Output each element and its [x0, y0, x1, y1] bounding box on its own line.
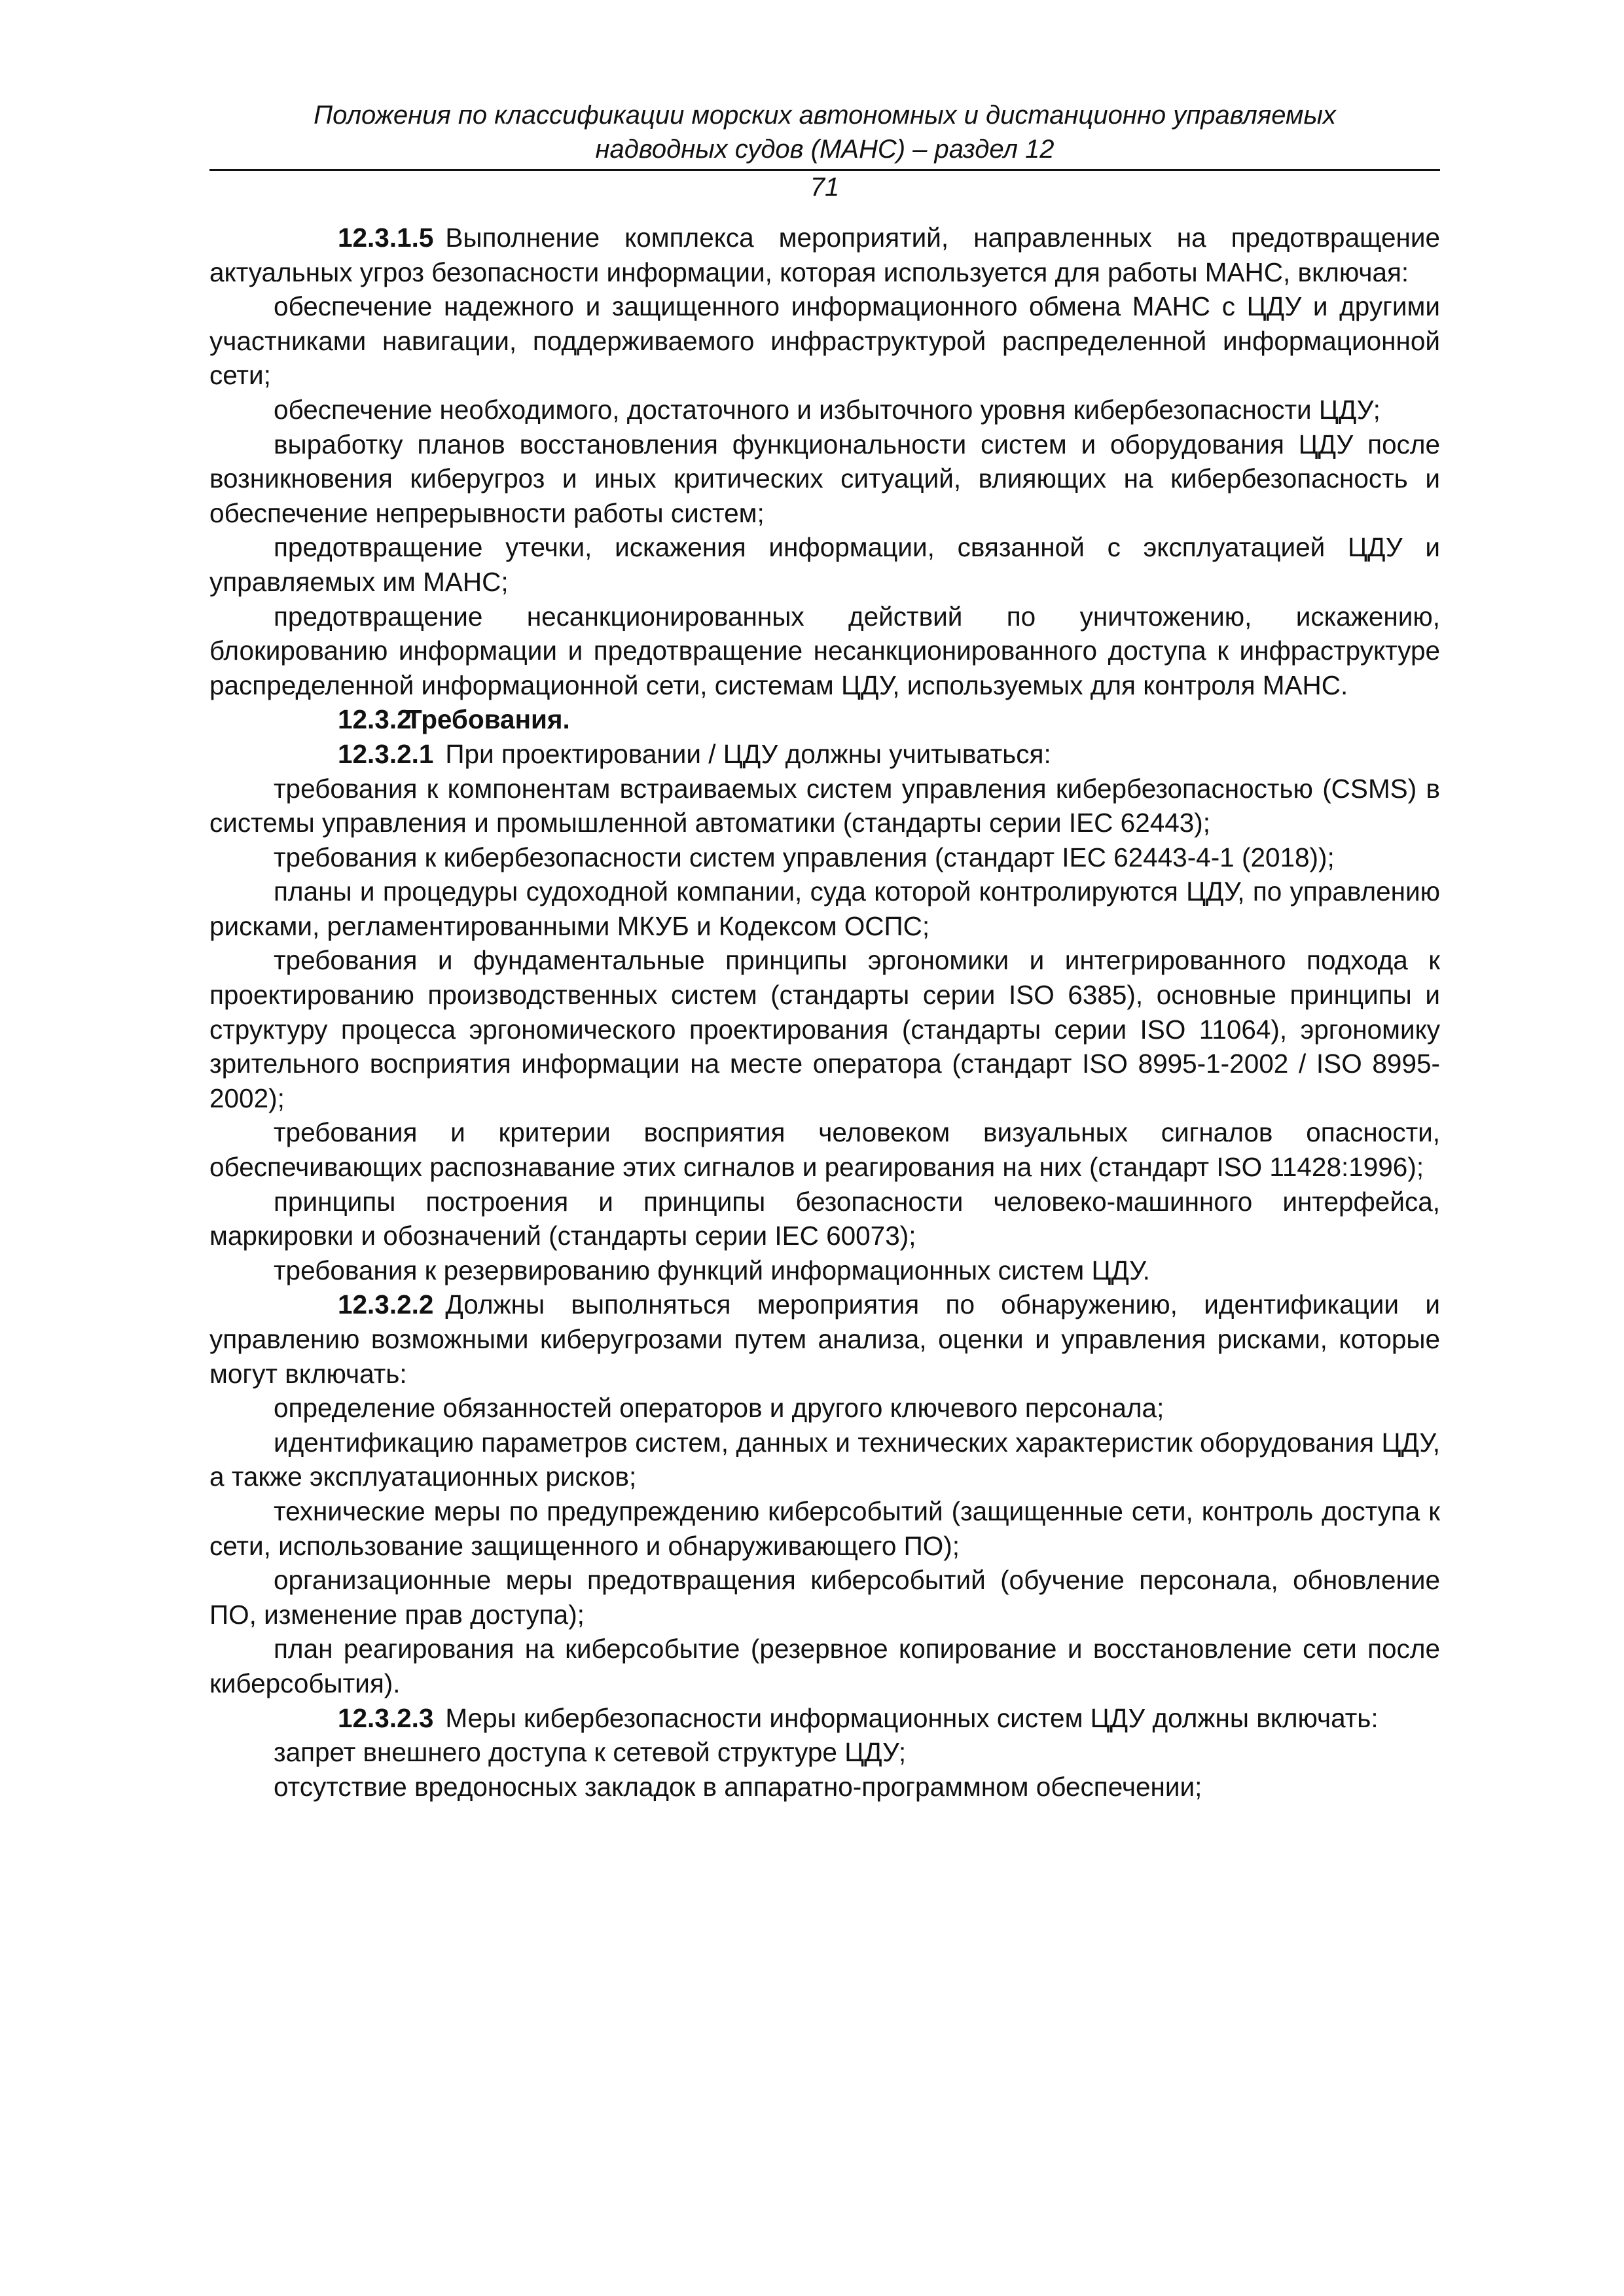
paragraph-text: выработку планов восстановления функциональности систем и оборудования ЦДУ после возникновения киберугроз и иных критических ситуаций, влияющих на кибербезопасность и обеспечение непрерывности работы систем; — [209, 429, 1440, 528]
paragraph — [209, 772, 1440, 840]
paragraph-text: организационные меры предотвращения киберсобытий (обучение персонала, обновление ПО, изменение прав доступа); — [209, 1565, 1440, 1630]
paragraph-text: идентификацию параметров систем, данных и технических характеристик оборудования ЦДУ, а также эксплуатационных рисков; — [209, 1427, 1440, 1492]
paragraph-text: определение обязанностей операторов и другого ключевого персонала; — [274, 1393, 1164, 1424]
paragraph-text: планы и процедуры судоходной компании, суда которой контролируются ЦДУ, по управлению рисками, регламентированными МКУБ и Кодексом ОСПС; — [209, 876, 1440, 941]
paragraph-text: предотвращение несанкционированных действий по уничтожению, искажению, блокированию информации и предотвращение несанкционированного доступа к инфраструктуре распределенной информационной сети, системам ЦДУ, используемых для контроля МАНС. — [209, 601, 1440, 700]
paragraph-text: требования и критерии восприятия человеком визуальных сигналов опасности, обеспечивающих распознавание этих сигналов и реагирования на них (стандарт ISO 11428:1996); — [209, 1117, 1440, 1183]
section-title: Требования. — [406, 704, 570, 735]
paragraph — [209, 1185, 1440, 1253]
paragraph-text: обеспечение надежного и защищенного информационного обмена МАНС с ЦДУ и другими участниками навигации, поддерживаемого инфраструктурой распределенной информационной сети; — [209, 291, 1440, 391]
paragraph — [209, 1115, 1440, 1184]
paragraph — [209, 600, 1440, 703]
paragraph — [209, 427, 1440, 531]
paragraph-text: технические меры по предупреждению киберсобытий (защищенные сети, контроль доступа к сети, использование защищенного и обнаруживающего ПО); — [209, 1496, 1440, 1561]
paragraph — [209, 737, 1440, 772]
paragraph-text: предотвращение утечки, искажения информации, связанной с эксплуатацией ЦДУ и управляемых им МАНС; — [209, 532, 1440, 597]
paragraph-text: Выполнение комплекса мероприятий, направленных на предотвращение актуальных угроз безопасности информации, которая используется для работы МАНС, включая: — [209, 223, 1440, 287]
paragraph — [209, 1632, 1440, 1700]
header-line-2: надводных судов (МАНС) – раздел 12 — [595, 135, 1055, 164]
paragraph — [209, 1735, 1440, 1770]
paragraph — [209, 1563, 1440, 1632]
paragraph — [209, 221, 1440, 289]
paragraph — [209, 1701, 1440, 1736]
paragraph — [209, 393, 1440, 427]
paragraph — [209, 1391, 1440, 1426]
paragraph — [209, 874, 1440, 943]
header-line-1: Положения по классификации морских автономных и дистанционно управляемых — [314, 101, 1336, 130]
page-number: 71 — [810, 173, 840, 202]
document-body — [209, 221, 1440, 1804]
paragraph-text: требования к кибербезопасности систем управления (стандарт IEC 62443-4-1 (2018)); — [274, 842, 1335, 872]
clause-number: 12.3.2.1 — [338, 738, 434, 769]
section-number: 12.3.2 — [338, 704, 412, 735]
paragraph — [209, 1426, 1440, 1494]
paragraph-text: обеспечение необходимого, достаточного и избыточного уровня кибербезопасности ЦДУ; — [274, 394, 1380, 425]
paragraph-text: запрет внешнего доступа к сетевой структуре ЦДУ; — [274, 1737, 907, 1768]
clause-number: 12.3.2.3 — [338, 1702, 434, 1733]
paragraph — [209, 1770, 1440, 1804]
paragraph — [209, 1287, 1440, 1391]
paragraph-text: план реагирования на киберсобытие (резервное копирование и восстановление сети после киберсобытия). — [209, 1634, 1440, 1698]
paragraph-text: Должны выполняться мероприятия по обнаружению, идентификации и управлению возможными киберугрозами путем анализа, оценки и управления рисками, которые могут включать: — [209, 1289, 1440, 1389]
running-header — [209, 98, 1440, 166]
paragraph — [209, 1494, 1440, 1563]
section-heading — [209, 702, 1440, 737]
paragraph — [209, 289, 1440, 393]
document-page — [209, 98, 1440, 1804]
clause-number: 12.3.2.2 — [338, 1289, 434, 1320]
paragraph-text: При проектировании / ЦДУ должны учитываться: — [445, 738, 1051, 769]
paragraph-text: Меры кибербезопасности информационных систем ЦДУ должны включать: — [445, 1702, 1379, 1733]
paragraph-text: требования к компонентам встраиваемых систем управления кибербезопасностью (CSMS) в системы управления и промышленной автоматики (стандарты серии IEC 62443); — [209, 773, 1440, 838]
paragraph — [209, 840, 1440, 875]
paragraph — [209, 943, 1440, 1115]
clause-number: 12.3.1.5 — [338, 223, 434, 253]
paragraph-text: требования к резервированию функций информационных систем ЦДУ. — [274, 1255, 1150, 1285]
paragraph — [209, 530, 1440, 599]
paragraph-text: отсутствие вредоносных закладок в аппаратно-программном обеспечении; — [274, 1771, 1202, 1802]
paragraph-text: требования и фундаментальные принципы эргономики и интегрированного подхода к проектированию производственных систем (стандарты серии ISO 6385), основные принципы и структуру процесса эргономического проектирования (стандарты серии ISO 11064), эргономику зрительного восприятия информации на месте оператора (стандарт ISO 8995-1-2002 / ISO 8995-2002); — [209, 945, 1440, 1113]
paragraph-text: принципы построения и принципы безопасности человеко-машинного интерфейса, маркировки и обозначений (стандарты серии IEC 60073); — [209, 1186, 1440, 1251]
paragraph — [209, 1253, 1440, 1288]
